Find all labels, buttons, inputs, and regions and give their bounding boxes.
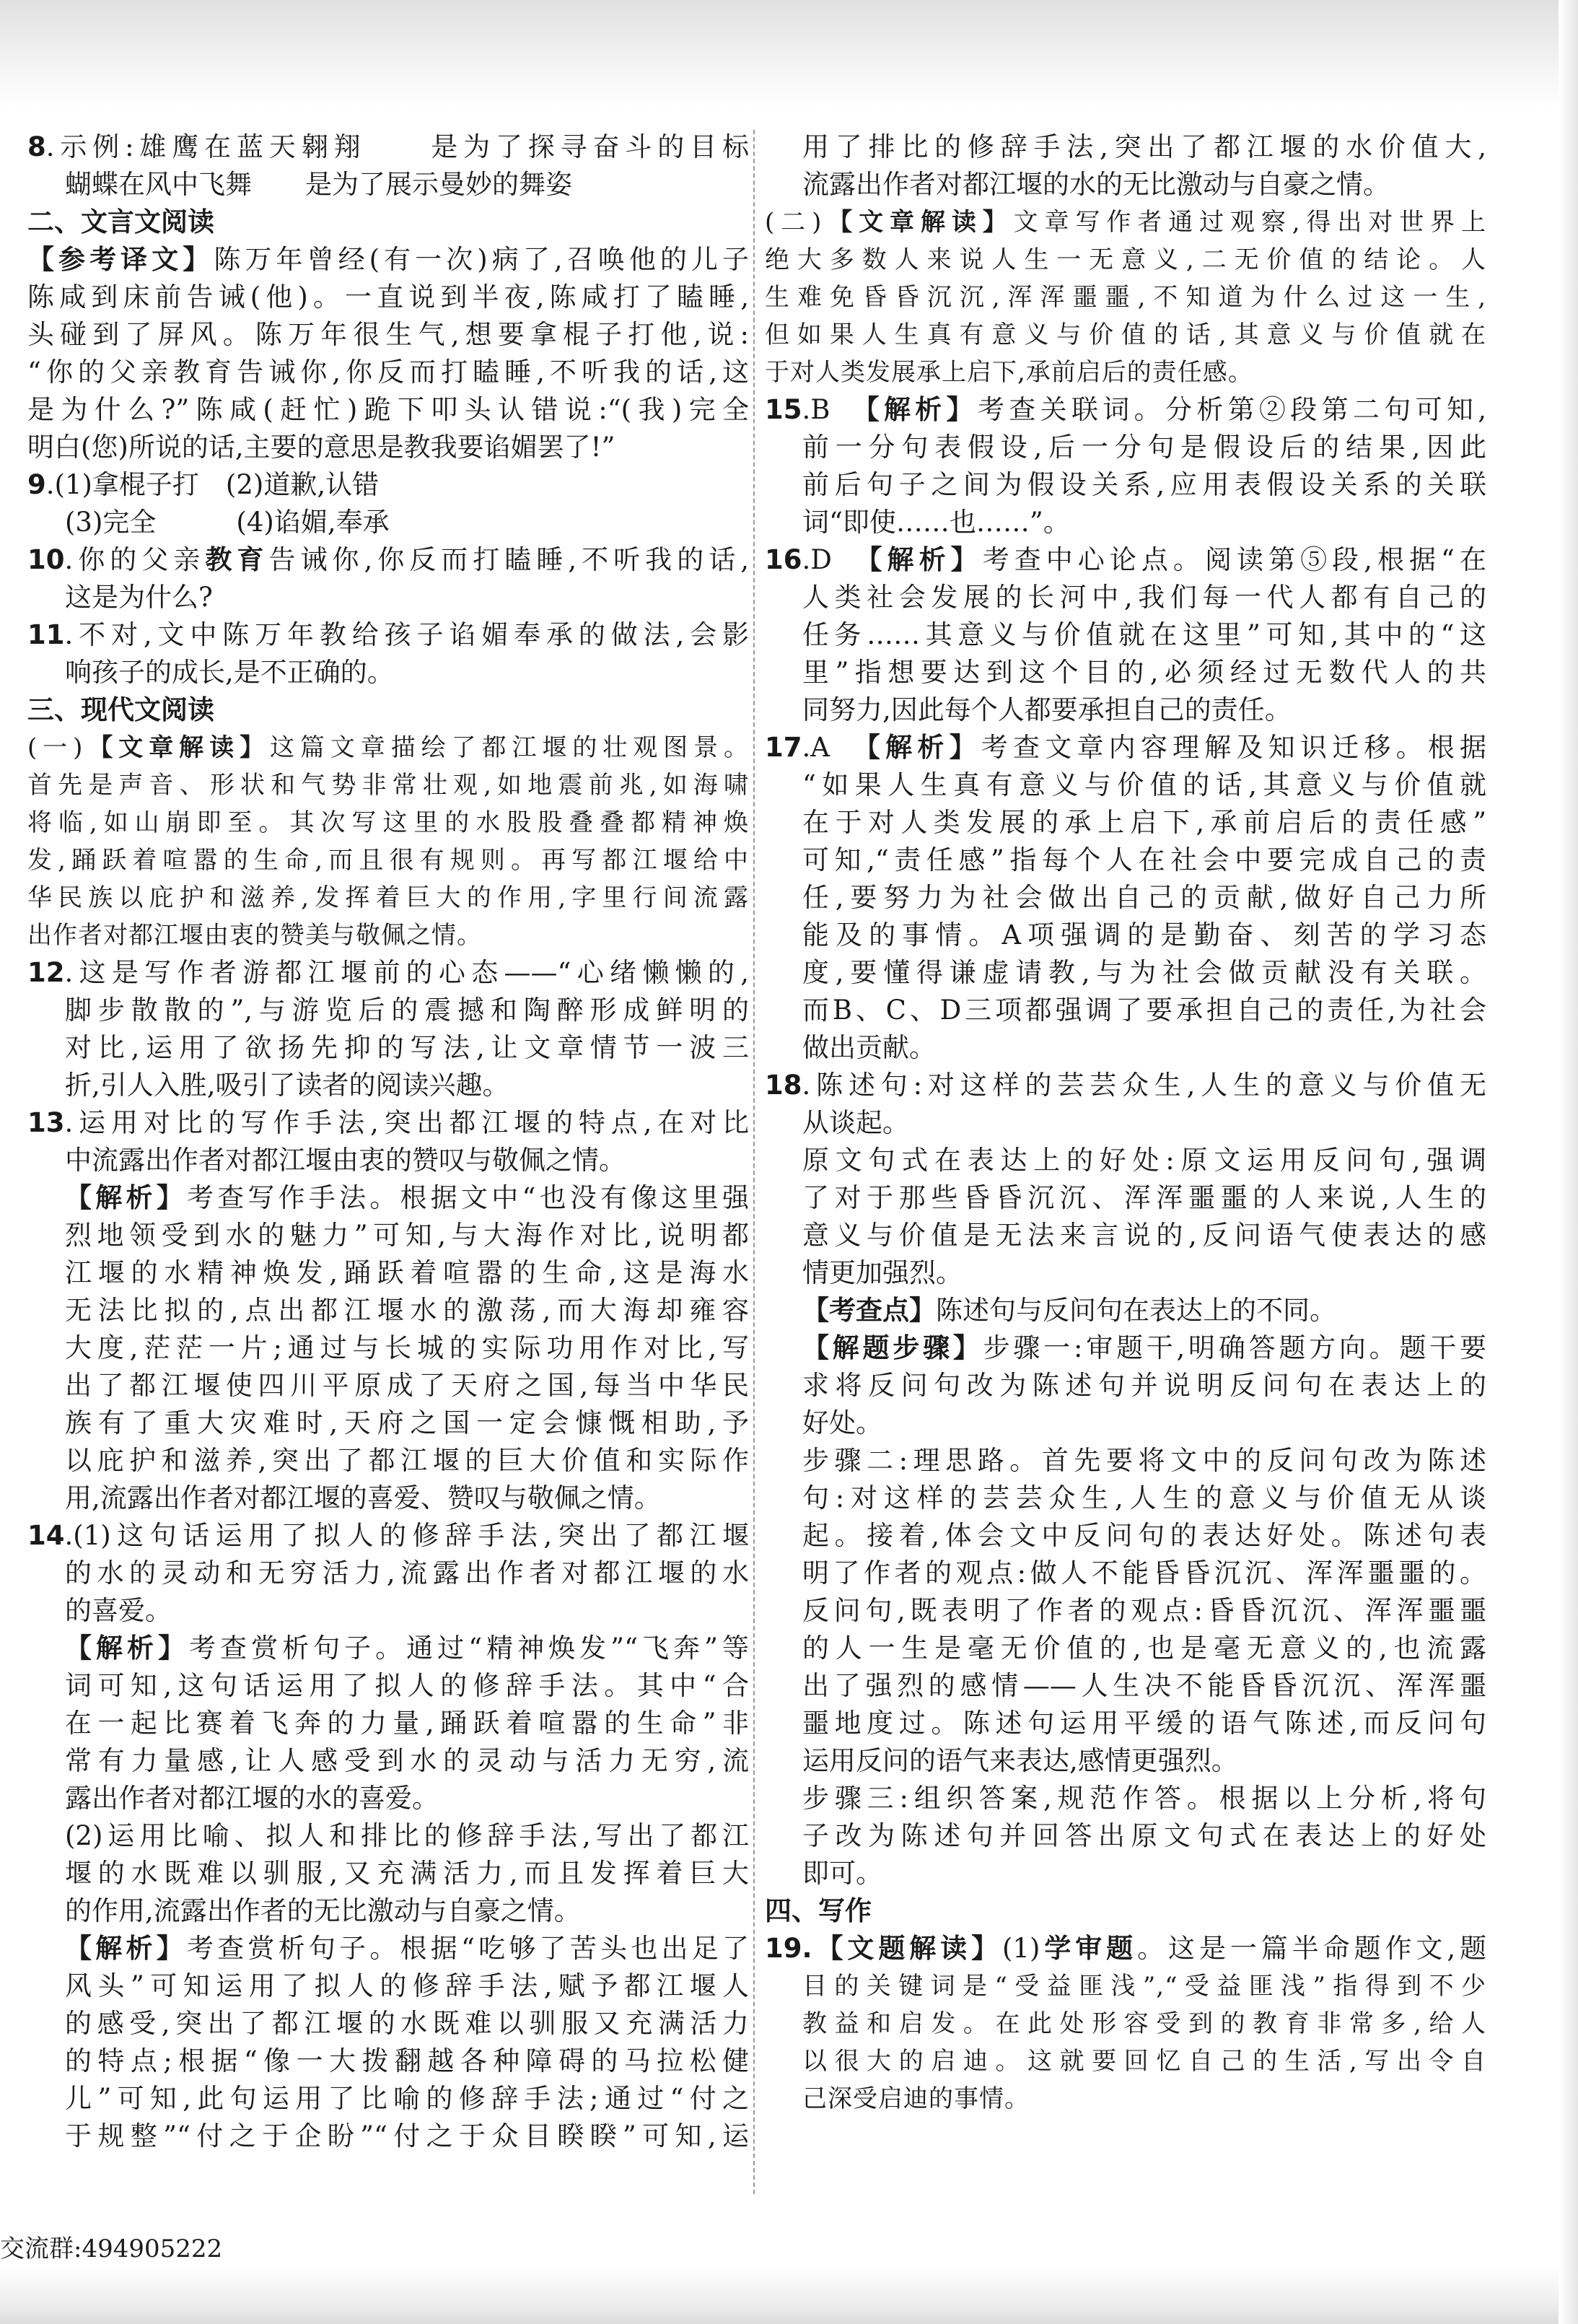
text-run: 露出作者对都江堰的水的喜爱。	[65, 1783, 439, 1814]
question-number: 12	[27, 957, 65, 988]
label-tag: 【解析】	[65, 1182, 187, 1213]
text-run: 考查关联词。分析第②段第二句可知,	[977, 394, 1486, 425]
text-line	[765, 391, 1486, 429]
text-run: 的喜爱。	[65, 1595, 172, 1626]
text-run: 告诫你,你反而打瞌睡,不听我的话,	[268, 544, 749, 575]
text-run: .这是写作者游都江堰前的心态——“心绪懒懒的,	[64, 957, 749, 988]
text-run: 任,要努力为社会做出自己的贡献,做好自己力所	[802, 882, 1486, 913]
text-run: 情更加强烈。	[802, 1257, 963, 1288]
text-line	[765, 1780, 1486, 1817]
text-run: 起。接着,体会文中反问句的表达好处。陈述句表	[802, 1520, 1486, 1551]
page-edge-right	[1559, 0, 1578, 2324]
text-run: 的作用,流露出作者的无比激动与自豪之情。	[65, 1895, 581, 1926]
text-line	[27, 1104, 749, 1142]
text-line	[765, 1555, 1486, 1592]
text-line	[765, 1254, 1486, 1292]
text-line	[765, 954, 1486, 992]
text-run: .(1)拿棍子打 (2)道歉,认错	[45, 469, 380, 500]
text-line	[765, 1592, 1486, 1630]
text-run: 明白(您)所说的话,主要的意思是教我要谄媚罢了!”	[27, 432, 615, 463]
answer-column-right	[765, 128, 1486, 2118]
text-line	[27, 1292, 749, 1329]
text-line	[27, 1930, 749, 1967]
text-run: 这是为什么?	[65, 582, 213, 613]
text-line	[765, 1855, 1486, 1892]
text-line	[27, 429, 749, 466]
label-tag: 学审题	[1040, 1933, 1138, 1964]
text-line	[27, 1367, 749, 1405]
text-run: 考查写作手法。根据文中“也没有像这里强	[186, 1182, 749, 1213]
text-line	[765, 1817, 1486, 1855]
text-line	[27, 466, 749, 504]
text-line	[765, 466, 1486, 504]
text-run: 的感受,突出了都江堰的水既难以驯服又充满活力	[65, 2008, 749, 2039]
text-line	[765, 1367, 1486, 1405]
text-line	[27, 541, 749, 579]
text-line	[765, 1667, 1486, 1705]
text-line	[27, 2005, 749, 2043]
text-line	[765, 992, 1486, 1029]
text-run: 江堰的水精神焕发,踊跃着喧嚣的生命,这是海水	[65, 1257, 749, 1288]
text-run: 句:对这样的芸芸众生,人生的意义与价值无从谈	[802, 1482, 1486, 1513]
text-run: 前一分句表假设,后一分句是假设后的结果,因此	[802, 432, 1486, 463]
text-run: 无法比拟的,点出都江堰水的激荡,而大海却雍容	[65, 1295, 749, 1326]
text-line	[27, 1179, 749, 1217]
text-run: 以庇护和滋养,突出了都江堰的巨大价值和实际作	[65, 1445, 749, 1476]
text-line	[27, 804, 749, 842]
text-run: 华民族以庇护和滋养,发挥着巨大的作用,字里行间流露	[27, 883, 749, 912]
text-line	[765, 2080, 1486, 2118]
text-run: 噩地度过。陈述句运用平缓的语气陈述,而反问句	[802, 1708, 1486, 1739]
text-run: 头碰到了屏风。陈万年很生气,想要拿棍子打他,说:	[27, 319, 749, 350]
text-run: 度,要懂得谦虚请教,与为社会做贡献没有关联。	[802, 957, 1486, 988]
text-run: 做出贡献。	[802, 1032, 936, 1063]
question-number: 18	[765, 1070, 802, 1101]
text-line	[765, 1067, 1486, 1104]
label-tag: 【解析】	[65, 1933, 187, 1964]
text-run: 同努力,因此每个人都要承担自己的责任。	[802, 694, 1292, 725]
text-line	[765, 804, 1486, 842]
text-line	[765, 541, 1486, 579]
text-run: 明了作者的观点:做人不能昏昏沉沉、浑浑噩噩的。	[802, 1558, 1486, 1589]
text-run: (一)	[27, 733, 84, 762]
text-run: .运用对比的写作手法,突出都江堰的特点,在对比	[64, 1107, 749, 1138]
text-line	[27, 766, 749, 804]
text-run: .A	[802, 732, 867, 763]
text-line	[27, 654, 749, 691]
text-line	[765, 729, 1486, 766]
label-tag: 【解析】	[866, 394, 978, 425]
text-line	[27, 1780, 749, 1817]
text-run: 的水的灵动和无穷活力,流露出作者对都江堰的水	[65, 1558, 749, 1589]
text-run: 流露出作者对都江堰的水的无比激动与自豪之情。	[802, 169, 1390, 200]
text-run: 风头”可知运用了拟人的修辞手法,赋予都江堰人	[65, 1970, 749, 2001]
text-line	[27, 1592, 749, 1630]
text-run: 用,流露出作者对都江堰的喜爱、赞叹与敬佩之情。	[65, 1482, 661, 1513]
text-run: 步骤二:理思路。首先要将文中的反问句改为陈述	[802, 1445, 1486, 1476]
label-tag: 【解析】	[867, 732, 981, 763]
text-line	[765, 1930, 1486, 1967]
text-line	[27, 241, 749, 279]
text-run: 在于对人类发展的承上启下,承前启后的责任感”	[802, 807, 1486, 838]
text-run: 于规整”“付之于企盼”“付之于众目睽睽”可知,运	[65, 2120, 749, 2152]
text-line	[27, 166, 749, 204]
text-run: (二)	[765, 208, 823, 237]
text-line	[27, 1967, 749, 2005]
question-number: 19	[765, 1933, 802, 1964]
text-line	[27, 128, 749, 166]
text-line	[27, 1817, 749, 1855]
text-line	[27, 729, 749, 766]
text-run: .示例:雄鹰在蓝天翱翔 是为了探寻奋斗的目标	[45, 131, 749, 162]
text-line	[27, 279, 749, 316]
label-tag: 【文章解读】	[83, 733, 270, 762]
label-tag: 【解析】	[65, 1633, 190, 1664]
text-line	[27, 917, 749, 954]
text-line	[765, 1405, 1486, 1442]
text-line	[27, 1855, 749, 1892]
text-line	[27, 1742, 749, 1780]
text-run: 了对于那些昏昏沉沉、浑浑噩噩的人来说,人生的	[802, 1182, 1486, 1213]
text-line	[765, 917, 1486, 954]
text-line	[765, 2043, 1486, 2080]
text-line	[27, 2043, 749, 2080]
text-run: 己深受启迪的事情。	[802, 2084, 1030, 2113]
text-run: 人类社会发展的长河中,我们每一代人都有自己的	[802, 582, 1486, 613]
text-run: 。这是一篇半命题作文,题	[1137, 1933, 1486, 1964]
text-line	[27, 316, 749, 354]
text-line	[27, 1142, 749, 1179]
footer-contact: 交流群:494905222	[0, 2235, 223, 2263]
text-line	[765, 1967, 1486, 2005]
text-run: .(1)这句话运用了拟人的修辞手法,突出了都江堰	[64, 1520, 749, 1551]
text-run: 族有了重大灾难时,天府之国一定会慷慨相助,予	[65, 1407, 749, 1438]
label-tag: 【参考译文】	[27, 244, 214, 275]
label-tag: 【考查点】	[802, 1295, 936, 1326]
page-edge-top	[0, 0, 1578, 108]
text-line	[27, 1667, 749, 1705]
text-line	[765, 879, 1486, 917]
text-run: 常有力量感,让人感受到水的灵动与活力无穷,流	[65, 1745, 749, 1776]
text-run: 中流露出作者对都江堰由衷的赞叹与敬佩之情。	[65, 1145, 626, 1176]
text-run: 从谈起。	[802, 1107, 909, 1138]
text-line	[27, 2080, 749, 2118]
text-line	[27, 1029, 749, 1067]
text-run: 发,踊跃着喧嚣的生命,而且很有规则。再写都江堰给中	[27, 846, 749, 875]
text-line	[765, 1179, 1486, 1217]
text-line	[27, 1555, 749, 1592]
text-run: 陈咸到床前告诫(他)。一直说到半夜,陈咸打了瞌睡,	[27, 281, 749, 313]
text-line	[27, 1067, 749, 1104]
text-run: 而B、C、D三项都强调了要承担自己的责任,为社会	[802, 995, 1486, 1026]
text-run: “如果人生真有意义与价值的话,其意义与价值就	[802, 769, 1486, 800]
question-number: 17	[765, 732, 802, 763]
text-line	[27, 616, 749, 654]
text-run: 折,引人入胜,吸引了读者的阅读兴趣。	[65, 1070, 509, 1101]
text-line	[765, 1442, 1486, 1480]
text-line	[765, 616, 1486, 654]
text-line	[765, 2005, 1486, 2043]
text-line	[765, 354, 1486, 391]
text-run: 运用反问的语气来表达,感情更强烈。	[802, 1745, 1238, 1776]
text-run: 的特点;根据“像一大拨翻越各种障碍的马拉松健	[65, 2045, 749, 2076]
text-run: 儿”可知,此句运用了比喻的修辞手法;通过“付之	[65, 2083, 749, 2114]
question-number: 15	[765, 394, 802, 425]
text-run: 这篇文章描绘了都江堰的壮观图景。	[269, 733, 749, 762]
text-run: 意义与价值是无法来言说的,反问语气使表达的感	[802, 1220, 1486, 1251]
question-number: 14	[27, 1520, 65, 1551]
text-run: 里”指想要达到这个目的,必须经过无数代人的共	[802, 657, 1486, 688]
text-run: .D	[802, 544, 869, 575]
text-run: 首先是声音、形状和气势非常壮观,如地震前兆,如海啸	[27, 771, 749, 800]
text-run: 将临,如山崩即至。其次写这里的水股股叠叠都精神焕	[27, 808, 749, 837]
text-line	[765, 504, 1486, 541]
label-tag: .【文题解读】	[802, 1933, 1002, 1964]
text-run: “你的父亲教育告诫你,你反而打瞌睡,不听我的话,这	[27, 357, 749, 388]
text-line	[27, 1217, 749, 1254]
text-run: .陈述句:对这样的芸芸众生,人生的意义与价值无	[802, 1070, 1486, 1101]
text-line	[765, 1217, 1486, 1254]
page-edge-bottom	[0, 2266, 1578, 2324]
text-line	[765, 1480, 1486, 1517]
text-run: 教益和启发。在此处形容受到的教育非常多,给人	[802, 2009, 1486, 2038]
text-line	[765, 429, 1486, 466]
text-run: 出了强烈的感情——人生决不能昏昏沉沉、浑浑噩	[802, 1670, 1486, 1701]
text-line	[765, 204, 1486, 241]
text-line	[765, 842, 1486, 879]
text-line	[27, 1705, 749, 1742]
text-line	[27, 1892, 749, 1930]
text-run: 词“即使……也……”。	[802, 507, 1070, 538]
text-run: 文章写作者通过观察,得出对世界上	[1013, 208, 1486, 237]
text-run: 大度,茫茫一片;通过与长城的实际功用作对比,写	[65, 1332, 749, 1363]
text-run: 反问句,既表明了作者的观点:昏昏沉沉、浑浑噩噩	[802, 1595, 1486, 1626]
text-run: 烈地领受到水的魅力”可知,与大海作对比,说明都	[65, 1220, 749, 1251]
text-run: 的人一生是毫无价值的,也是毫无意义的,也流露	[802, 1633, 1486, 1664]
text-line	[27, 879, 749, 917]
question-number: 11	[27, 619, 65, 650]
text-run: (2)运用比喻、拟人和排比的修辞手法,写出了都江	[65, 1820, 749, 1851]
text-line	[27, 992, 749, 1029]
text-run: 堰的水既难以驯服,又充满活力,而且发挥着巨大	[65, 1858, 749, 1889]
text-run: (1)	[1002, 1933, 1040, 1964]
text-line	[765, 316, 1486, 354]
text-run: 出了都江堰使四川平原成了天府之国,每当中华民	[65, 1370, 749, 1401]
text-line	[27, 2118, 749, 2155]
text-run: 考查中心论点。阅读第⑤段,根据“在	[982, 544, 1486, 575]
text-line	[765, 279, 1486, 316]
text-line	[765, 1292, 1486, 1329]
text-run: 前后句子之间为假设关系,应用表假设关系的关联	[802, 469, 1486, 500]
text-run: 二、文言文阅读	[27, 206, 214, 237]
text-run: .B	[802, 394, 867, 425]
text-line	[765, 579, 1486, 616]
text-line	[765, 691, 1486, 729]
text-run: 用了排比的修辞手法,突出了都江堰的水价值大,	[802, 131, 1486, 162]
text-line	[27, 954, 749, 992]
text-line	[765, 654, 1486, 691]
label-tag: 【文章解读】	[822, 208, 1014, 237]
text-run: 目的关键词是“受益匪浅”,“受益匪浅”指得到不少	[802, 1972, 1486, 2001]
text-line	[765, 1142, 1486, 1179]
text-run: 任务……其意义与价值就在这里”可知,其中的“这	[802, 619, 1486, 650]
text-line	[765, 1517, 1486, 1555]
text-run: 即可。	[802, 1858, 882, 1889]
text-run: 词可知,这句话运用了拟人的修辞手法。其中“合	[65, 1670, 749, 1701]
text-run: 考查文章内容理解及知识迁移。根据	[981, 732, 1486, 763]
text-line	[765, 1742, 1486, 1780]
text-run: .你的父亲	[64, 544, 206, 575]
text-run: 能及的事情。A项强调的是勤奋、刻苦的学习态	[802, 919, 1486, 951]
text-line	[27, 1329, 749, 1367]
question-number: 16	[765, 544, 802, 575]
text-run: 蝴蝶在风中飞舞 是为了展示曼妙的舞姿	[65, 169, 572, 200]
question-number: 13	[27, 1107, 65, 1138]
text-line	[27, 1630, 749, 1667]
text-run: 响孩子的成长,是不正确的。	[65, 657, 394, 688]
text-run: 出作者对都江堰由衷的赞美与敬佩之情。	[27, 921, 482, 950]
text-run: 以很大的启迪。这就要回忆自己的生活,写出令自	[802, 2047, 1486, 2076]
text-run: 考查赏析句子。根据“吃够了苦头也出足了	[186, 1933, 749, 1964]
text-line	[765, 1329, 1486, 1367]
text-run: 是为什么?”陈咸(赶忙)跪下叩头认错说:“(我)完全	[27, 394, 749, 425]
text-run: (3)完全 (4)谄媚,奉承	[65, 507, 390, 538]
question-number: 8	[27, 131, 46, 162]
text-run: 四、写作	[765, 1895, 872, 1926]
text-line	[27, 354, 749, 391]
question-number: 10	[27, 544, 65, 575]
text-line	[27, 1254, 749, 1292]
text-line	[27, 579, 749, 616]
text-run: 脚步散散的”,与游览后的震撼和陶醉形成鲜明的	[65, 995, 749, 1026]
text-run: 但如果人生真有意义与价值的话,其意义与价值就在	[765, 320, 1486, 349]
text-line	[765, 1104, 1486, 1142]
text-line	[765, 1630, 1486, 1667]
text-run: 原文句式在表达上的好处:原文运用反问句,强调	[802, 1145, 1486, 1176]
label-tag: 【解析】	[869, 544, 983, 575]
text-run: 陈述句与反问句在表达上的不同。	[936, 1295, 1336, 1326]
text-line	[765, 166, 1486, 204]
text-run: 三、现代文阅读	[27, 694, 214, 725]
text-run: 好处。	[802, 1407, 882, 1438]
text-line	[765, 1705, 1486, 1742]
answer-column-left	[27, 128, 749, 2155]
column-divider	[753, 130, 755, 2194]
text-run: 于对人类发展承上启下,承前启后的责任感。	[765, 358, 1253, 387]
text-run: 求将反问句改为陈述句并说明反问句在表达上的	[802, 1370, 1486, 1401]
text-run: 步骤三:组织答案,规范作答。根据以上分析,将句	[802, 1783, 1486, 1814]
text-run: 陈万年曾经(有一次)病了,召唤他的儿子	[214, 244, 749, 275]
text-run: 步骤一:审题干,明确答题方向。题干要	[983, 1332, 1486, 1363]
text-run: 在一起比赛着飞奔的力量,踊跃着喧嚣的生命”非	[65, 1708, 749, 1739]
text-line	[27, 1480, 749, 1517]
text-run: 考查赏析句子。通过“精神焕发”“飞奔”等	[189, 1633, 749, 1664]
label-tag: 【解题步骤】	[802, 1332, 983, 1363]
text-line	[27, 691, 749, 729]
text-run: .不对,文中陈万年教给孩子谄媚奉承的做法,会影	[64, 619, 749, 650]
text-line	[27, 391, 749, 429]
question-number: 9	[27, 469, 46, 500]
text-line	[765, 241, 1486, 279]
text-run: 绝大多数人来说人生一无意义,二无价值的结论。人	[765, 245, 1486, 274]
label-tag: 教育	[205, 544, 269, 575]
text-run: 可知,“责任感”指每个人在社会中要完成自己的责	[802, 844, 1486, 875]
text-line	[765, 1029, 1486, 1067]
text-run: 生难免昏昏沉沉,浑浑噩噩,不知道为什么过这一生,	[765, 283, 1486, 312]
text-run: 子改为陈述句并回答出原文句式在表达上的好处	[802, 1820, 1486, 1851]
text-run: 对比,运用了欲扬先抑的写法,让文章情节一波三	[65, 1032, 749, 1063]
text-line	[765, 128, 1486, 166]
text-line	[27, 1405, 749, 1442]
text-line	[765, 1892, 1486, 1930]
text-line	[27, 1442, 749, 1480]
text-line	[765, 766, 1486, 804]
text-line	[27, 842, 749, 879]
text-line	[27, 1517, 749, 1555]
text-line	[27, 504, 749, 541]
text-line	[27, 204, 749, 241]
